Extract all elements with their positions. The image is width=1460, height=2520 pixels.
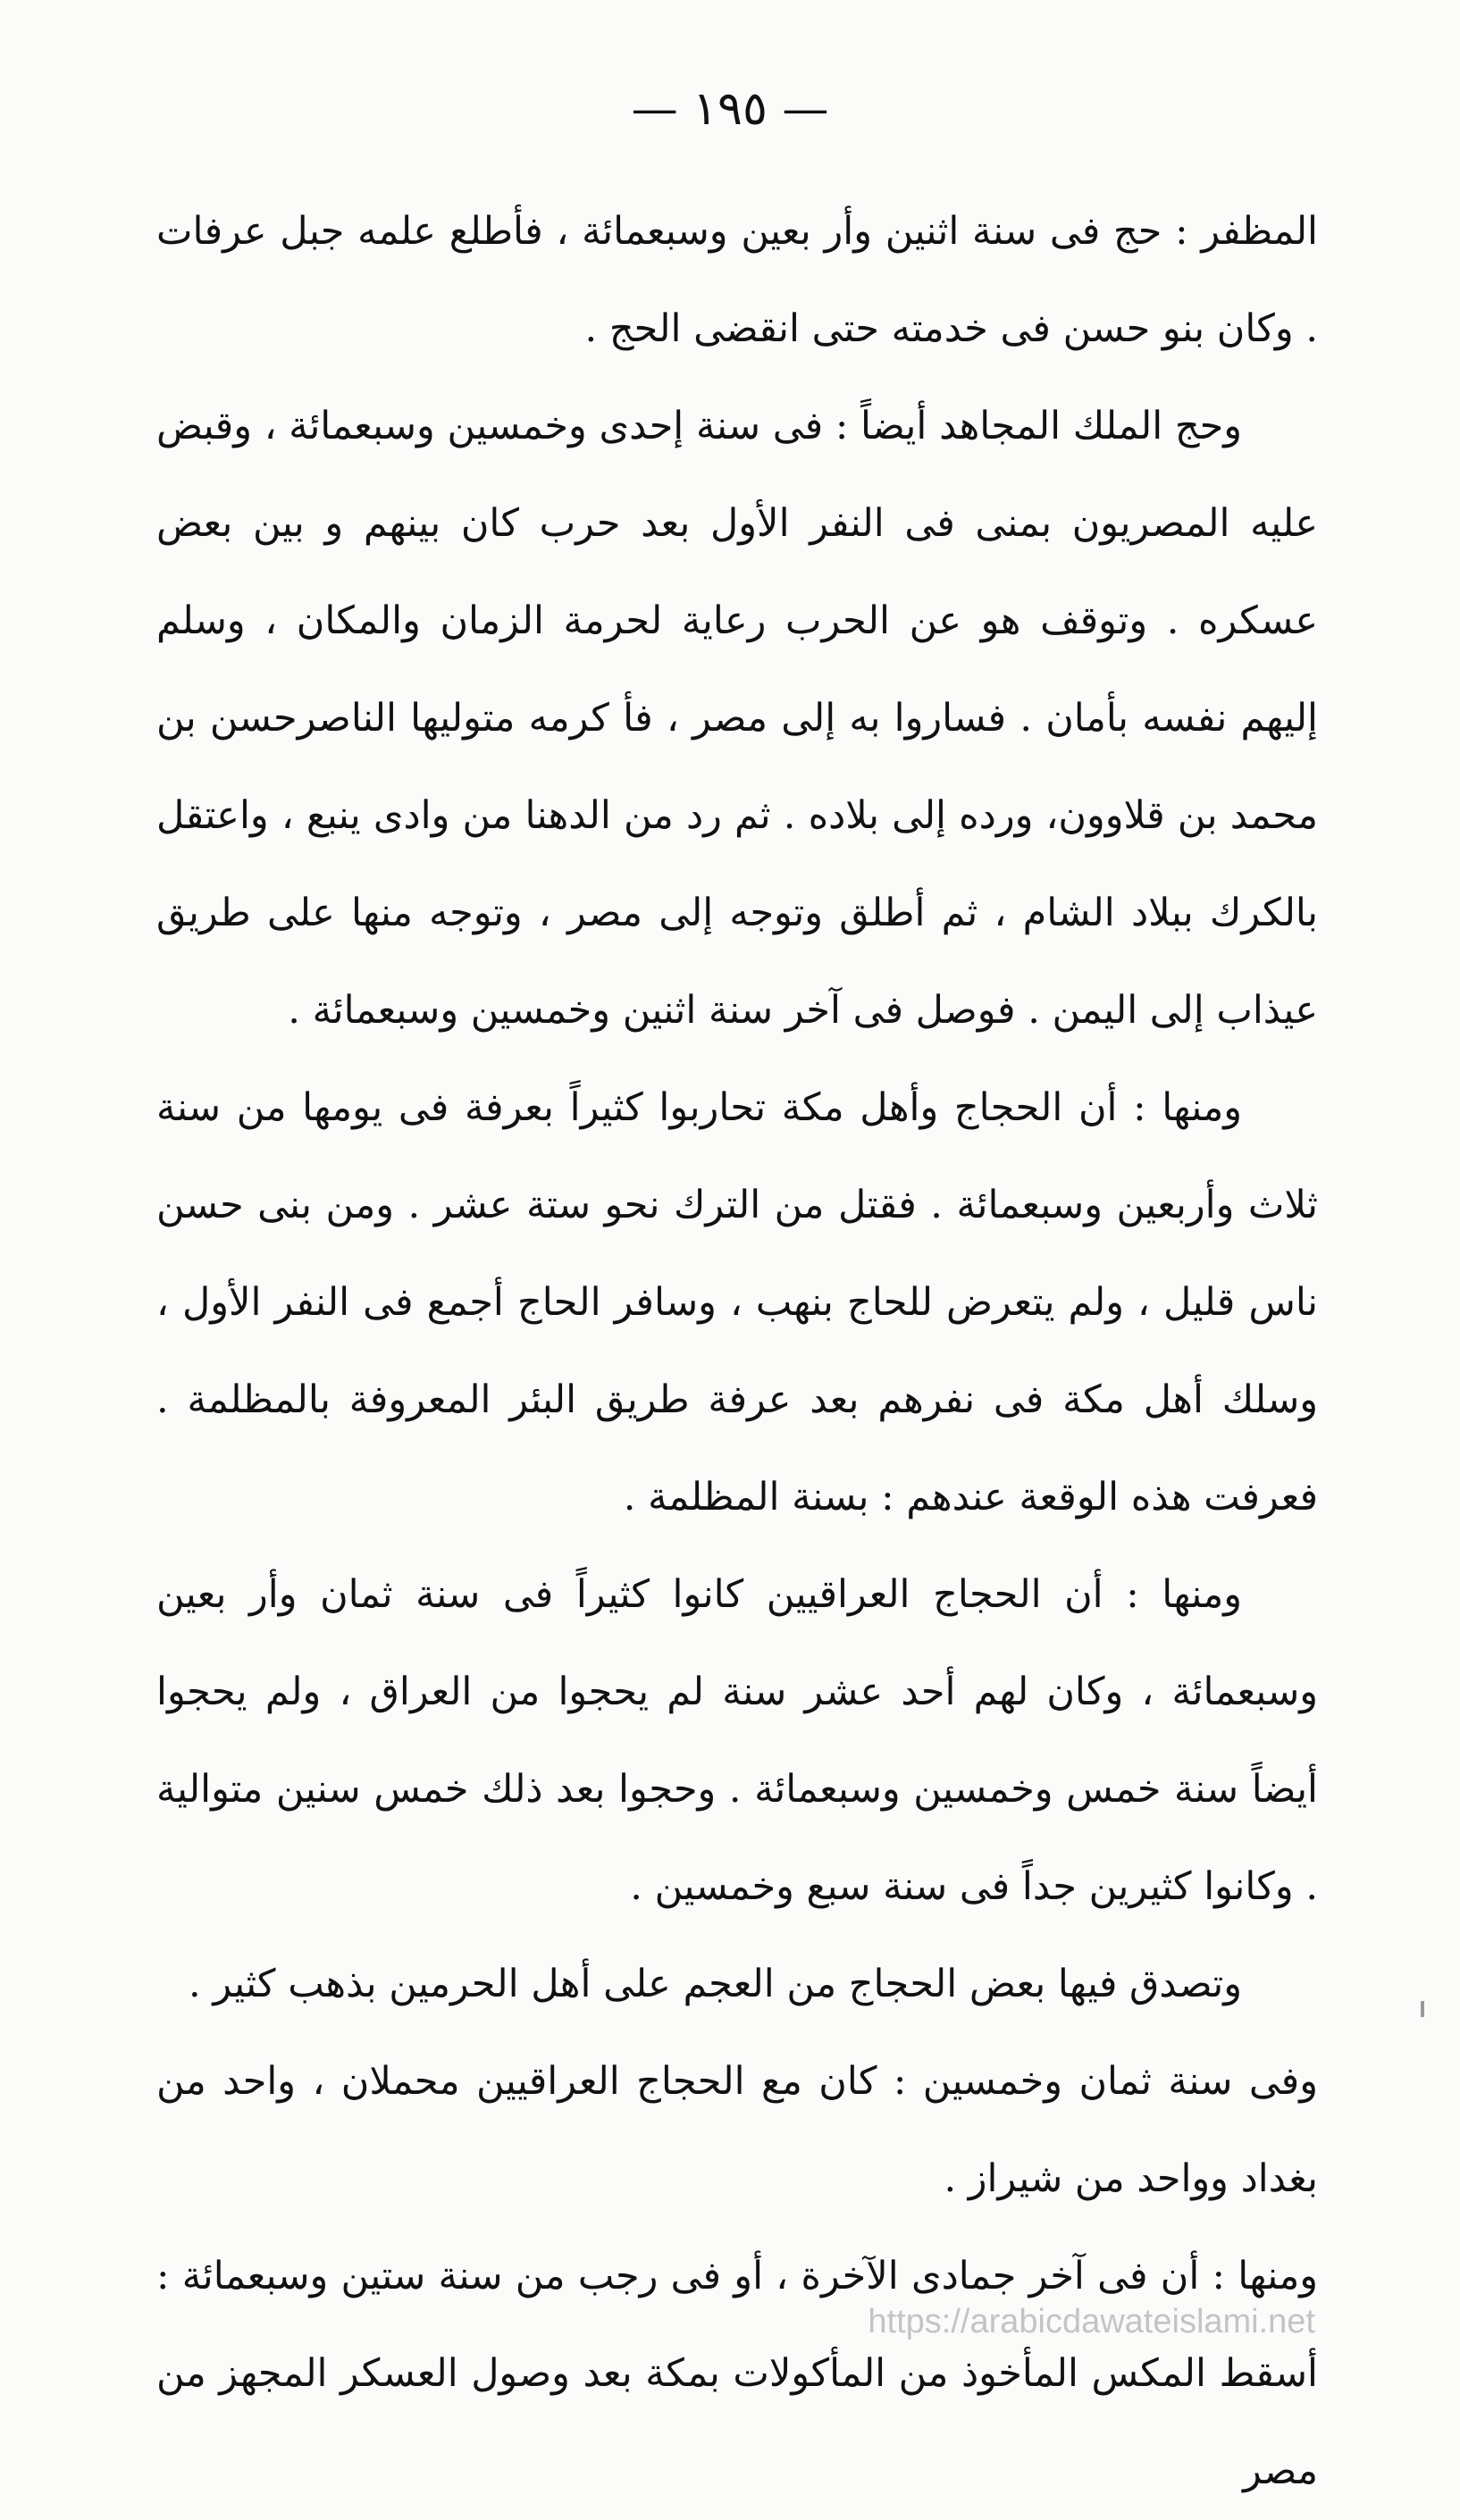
paragraph-mujahid-hajj: وحج الملك المجاهد أيضاً : فى سنة إحدى وخمسين وسبعمائة ، وقبض عليه المصريون بمنى فى النفر الأول بعد حرب كان بينهم و بين بعض عسكره . وتوقف هو عن الحرب رعاية لحرمة الزمان والمكان ، وسلم إليهم نفسه بأمان . فساروا به إلى مصر ، فأ كرمه متوليها الناصرحسن بن محمد بن قلاوون، ورده إلى بلاده . ثم رد من الدهنا من وادى ينبع ، واعتقل بالكرك ببلاد الشام ، ثم أطلق وتوجه إلى مصر ، وتوجه منها على طريق عيذاب إلى اليمن . فوصل فى آخر سنة اثنين وخمسين وسبعمائة . xyxy=(156,404,1318,1033)
margin-mark xyxy=(1421,2001,1424,2017)
paragraph-charity: وتصدق فيها بعض الحجاج من العجم على أهل الحرمين بذهب كثير . xyxy=(189,1962,1242,2006)
paragraph-two-mahmals: وفى سنة ثمان وخمسين : كان مع الحجاج العراقيين محملان ، واحد من بغداد وواحد من شيراز . xyxy=(156,2059,1318,2201)
paragraph-muzaffar-hajj: المظفر : حج فى سنة اثنين وأر بعين وسبعمائة ، فأطلع علمه جبل عرفات . وكان بنو حسن فى خدمته حتى انقضى الحج . xyxy=(156,209,1318,351)
paragraph-battle-arafah: ومنها : أن الحجاج وأهل مكة تحاربوا كثيراً بعرفة فى يومها من سنة ثلاث وأربعين وسبعمائة . فقتل من الترك نحو ستة عشر . ومن بنى حسن ناس قليل ، ولم يتعرض للحاج بنهب ، وسافر الحاج أجمع فى النفر الأول ، وسلك أهل مكة فى نفرهم بعد عرفة طريق البئر المعروفة بالمظلمة . فعرفت هذه الوقعة عندهم : بسنة المظلمة . xyxy=(156,1085,1318,1520)
main-text xyxy=(156,183,1318,2520)
paragraph-maks-abolished: ومنها : أن فى آخر جمادى الآخرة ، أو فى رجب من سنة ستين وسبعمائة : أسقط المكس المأخوذ من المأكولات بمكة بعد وصول العسكر المجهز من مصر xyxy=(156,2254,1318,2493)
paragraph-iraqi-pilgrims: ومنها : أن الحجاج العراقيين كانوا كثيراً فى سنة ثمان وأر بعين وسبعمائة ، وكان لهم أحد عشر سنة لم يحجوا من العراق ، ولم يحجوا أيضاً سنة خمس وخمسين وسبعمائة . وحجوا بعد ذلك خمس سنين متوالية . وكانوا كثيرين جداً فى سنة سبع وخمسين . xyxy=(156,1572,1318,1909)
watermark-url: https://arabicdawateislami.net xyxy=(868,2303,1315,2340)
page-number: — ١٩٥ — xyxy=(631,82,829,136)
